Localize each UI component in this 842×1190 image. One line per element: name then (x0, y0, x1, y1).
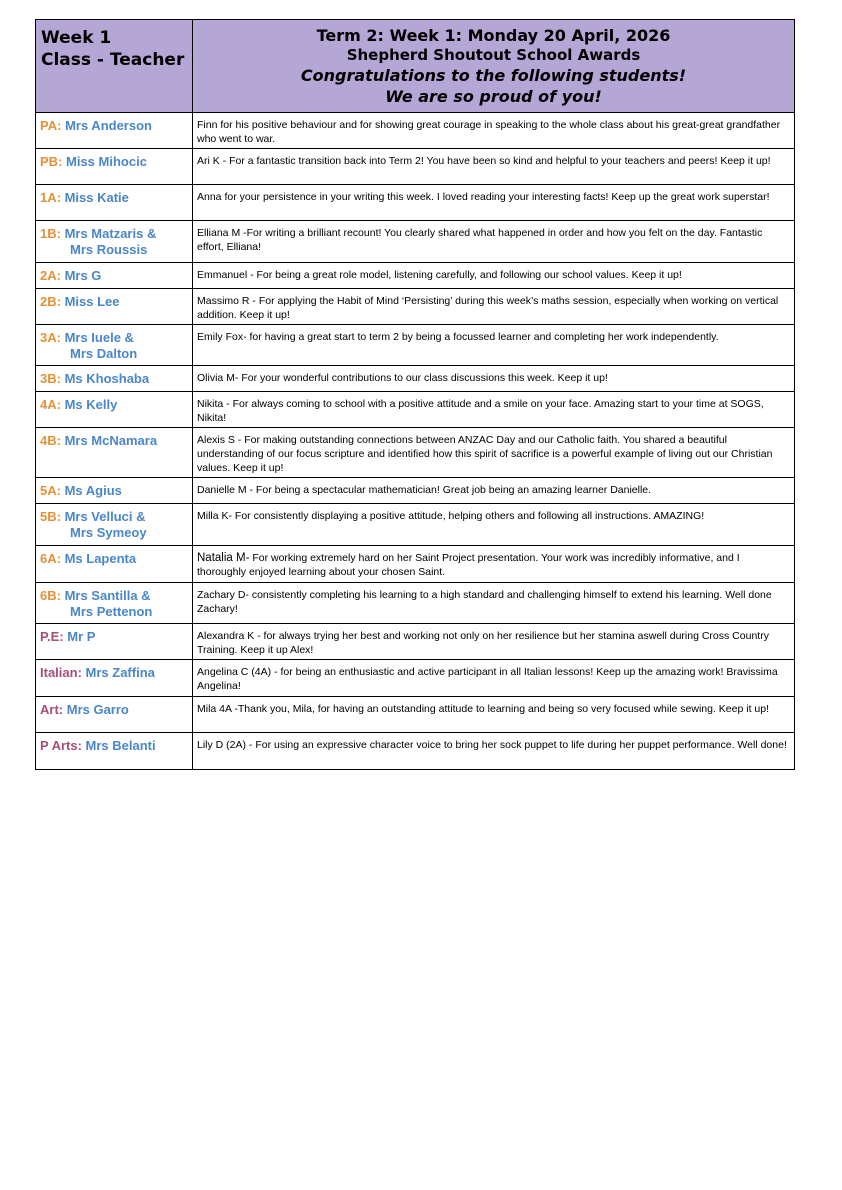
award-message-cell (193, 624, 795, 660)
award-row (36, 221, 795, 263)
awards-table (35, 19, 795, 770)
teacher-name: Miss Mihocic (66, 154, 147, 169)
award-row (36, 583, 795, 624)
award-message-cell (193, 504, 795, 546)
award-row (36, 478, 795, 504)
class-code: 4A: (40, 397, 61, 412)
teacher-name: Mrs G (64, 268, 102, 283)
teacher-name-second: Mrs Roussis (70, 242, 148, 257)
header-row (36, 20, 795, 113)
class-code: PB: (40, 154, 63, 169)
class-teacher-cell (36, 546, 193, 583)
class-teacher-line (40, 294, 188, 310)
class-code: 1A: (40, 190, 61, 205)
award-message-cell (193, 583, 795, 624)
award-message: Massimo R - For applying the Habit of Mind ‘Persisting’ during this week’s maths session, especially when working on vertical addition. Keep it up! (197, 295, 779, 321)
award-row (36, 697, 795, 733)
award-message: Mila 4A -Thank you, Mila, for having an outstanding attitude to learning and being so very focused while sewing. Keep it up! (197, 703, 770, 715)
award-row (36, 185, 795, 221)
class-code: Italian: (40, 665, 82, 680)
class-code: Art: (40, 702, 64, 717)
class-teacher-cell (36, 185, 193, 221)
award-message-cell (193, 185, 795, 221)
award-message: Angelina C (4A) - for being an enthusiastic and active participant in all Italian lessons! Keep up the amazing work! Bravissima Angelina! (197, 666, 778, 692)
class-teacher-line (40, 509, 188, 525)
award-message: Emmanuel - For being a great role model, listening carefully, and following our school values. Keep it up! (197, 269, 682, 281)
teacher-name: Miss Lee (64, 294, 120, 309)
class-code: 2B: (40, 294, 61, 309)
class-teacher-line (40, 629, 188, 645)
class-teacher-line (40, 738, 188, 754)
class-teacher-cell (36, 366, 193, 392)
award-message: Anna for your persistence in your writing this week. I loved reading your interesting facts! Keep up the great work superstar! (197, 191, 770, 203)
teacher-name: Mrs Matzaris & (64, 226, 157, 241)
award-message-cell (193, 113, 795, 149)
award-row (36, 149, 795, 185)
class-teacher-cell (36, 504, 193, 546)
teacher-name: Mrs Velluci & (64, 509, 146, 524)
class-teacher-cell (36, 697, 193, 733)
award-message: For working extremely hard on her Saint Project presentation. Your work was incredibly informative, and I thoroughly enjoyed learning about your chosen Saint. (197, 552, 740, 578)
class-code: 3A: (40, 330, 61, 345)
award-row (36, 733, 795, 770)
award-message-cell (193, 478, 795, 504)
award-message-cell (193, 325, 795, 366)
teacher-name: Miss Katie (64, 190, 129, 205)
award-message: Alexandra K - for always trying her best and working not only on her resilience but her stamina aswell during Cross Country Training. Keep it up Alex! (197, 630, 769, 656)
class-teacher-line (40, 371, 188, 387)
teacher-name: Ms Kelly (64, 397, 118, 412)
award-message-cell (193, 428, 795, 478)
class-code: 1B: (40, 226, 61, 241)
award-message-cell (193, 289, 795, 325)
class-teacher-line (40, 665, 188, 681)
teacher-name: Mrs Belanti (85, 738, 156, 753)
class-teacher-cell (36, 263, 193, 289)
award-message: Olivia M- For your wonderful contributions to our class discussions this week. Keep it up! (197, 372, 608, 384)
award-message-cell (193, 546, 795, 583)
class-teacher-cell (36, 325, 193, 366)
class-code: 2A: (40, 268, 61, 283)
week-label: Week 1 (41, 28, 112, 48)
award-row (36, 660, 795, 697)
award-message: Nikita - For always coming to school with a positive attitude and a smile on your face. Amazing start to your time at SOGS, Nikita! (197, 398, 764, 424)
award-message: Danielle M - For being a spectacular mathematician! Great job being an amazing learner Danielle. (197, 484, 652, 496)
award-message: Lily D (2A) - For using an expressive character voice to bring her sock puppet to life during her puppet performance. Well done! (197, 739, 787, 751)
teacher-name: Ms Agius (64, 483, 122, 498)
class-code: 6B: (40, 588, 61, 603)
award-row (36, 289, 795, 325)
class-teacher-label: Class - Teacher (41, 50, 185, 70)
class-teacher-cell (36, 624, 193, 660)
award-message-cell (193, 263, 795, 289)
class-teacher-line (40, 702, 188, 718)
class-teacher-line (40, 433, 188, 449)
teacher-name: Mrs McNamara (64, 433, 158, 448)
class-teacher-line (40, 118, 188, 134)
award-message: Elliana M -For writing a brilliant recount! You clearly shared what happened in order and how you felt on the day. Fantastic effort, Elliana! (197, 227, 763, 253)
class-teacher-line (40, 397, 188, 413)
class-teacher-line (40, 226, 188, 242)
class-teacher-cell (36, 733, 193, 770)
class-teacher-line (40, 330, 188, 346)
teacher-name: Mrs Anderson (65, 118, 152, 133)
class-teacher-cell (36, 221, 193, 263)
header-right-cell (193, 20, 795, 113)
award-message: Alexis S - For making outstanding connections between ANZAC Day and our Catholic faith. You shared a beautiful understanding of our focus scripture and identified how this spirit of sacrifice is a powerful example of living out our Christian values. Keep it up! (197, 434, 773, 474)
award-row (36, 366, 795, 392)
award-row (36, 504, 795, 546)
award-row (36, 113, 795, 149)
award-row (36, 325, 795, 366)
class-code: 6A: (40, 551, 61, 566)
class-code: P.E: (40, 629, 64, 644)
class-teacher-cell (36, 392, 193, 428)
congratulations-text: Congratulations to the following students! (300, 66, 687, 85)
award-row (36, 546, 795, 583)
class-code: P Arts: (40, 738, 82, 753)
class-teacher-cell (36, 583, 193, 624)
teacher-name: Mrs Santilla & (64, 588, 151, 603)
teacher-name: Mr P (67, 629, 96, 644)
award-message: Zachary D- consistently completing his learning to a high standard and challenging himself to extend his learning. Well done Zachary! (197, 589, 772, 615)
class-teacher-line (40, 483, 188, 499)
class-teacher-line (40, 588, 188, 604)
class-teacher-line (40, 154, 188, 170)
class-teacher-line (40, 268, 188, 284)
teacher-name: Ms Khoshaba (64, 371, 150, 386)
teacher-name-second: Mrs Dalton (70, 346, 138, 361)
teacher-name: Mrs Iuele & (64, 330, 134, 345)
term-title: Term 2: Week 1: Monday 20 April, 2026 (316, 26, 671, 45)
class-teacher-cell (36, 428, 193, 478)
award-message: Ari K - For a fantastic transition back into Term 2! You have been so kind and helpful to your teachers and peers! Keep it up! (197, 155, 771, 167)
award-message-cell (193, 221, 795, 263)
award-row (36, 428, 795, 478)
class-teacher-line (40, 190, 188, 206)
proud-text: We are so proud of you! (385, 87, 602, 106)
class-teacher-cell (36, 289, 193, 325)
awards-subtitle: Shepherd Shoutout School Awards (346, 46, 641, 64)
award-message-cell (193, 660, 795, 697)
award-message: Milla K- For consistently displaying a positive attitude, helping others and following all instructions. AMAZING! (197, 510, 705, 522)
class-teacher-cell (36, 660, 193, 697)
class-teacher-cell (36, 149, 193, 185)
class-teacher-cell (36, 113, 193, 149)
class-teacher-line (40, 551, 188, 567)
award-row (36, 624, 795, 660)
award-message-cell (193, 697, 795, 733)
class-code: 3B: (40, 371, 61, 386)
award-message-cell (193, 733, 795, 770)
header-left-cell (36, 20, 193, 113)
teacher-name: Mrs Zaffina (85, 665, 155, 680)
award-message: Emily Fox- for having a great start to term 2 by being a focussed learner and completing her work independently. (197, 331, 719, 343)
teacher-name: Ms Lapenta (64, 551, 137, 566)
award-message-cell (193, 392, 795, 428)
class-code: PA: (40, 118, 62, 133)
award-message: Finn for his positive behaviour and for showing great courage in speaking to the whole class about his great-great grandfather who went to war. (197, 119, 781, 145)
award-row (36, 263, 795, 289)
teacher-name-second: Mrs Pettenon (70, 604, 153, 619)
teacher-name-second: Mrs Symeoy (70, 525, 147, 540)
teacher-name: Mrs Garro (66, 702, 129, 717)
class-code: 5B: (40, 509, 61, 524)
class-code: 5A: (40, 483, 61, 498)
class-code: 4B: (40, 433, 61, 448)
student-name: Natalia M- (197, 552, 250, 564)
award-message-cell (193, 149, 795, 185)
award-message-cell (193, 366, 795, 392)
class-teacher-cell (36, 478, 193, 504)
award-row (36, 392, 795, 428)
